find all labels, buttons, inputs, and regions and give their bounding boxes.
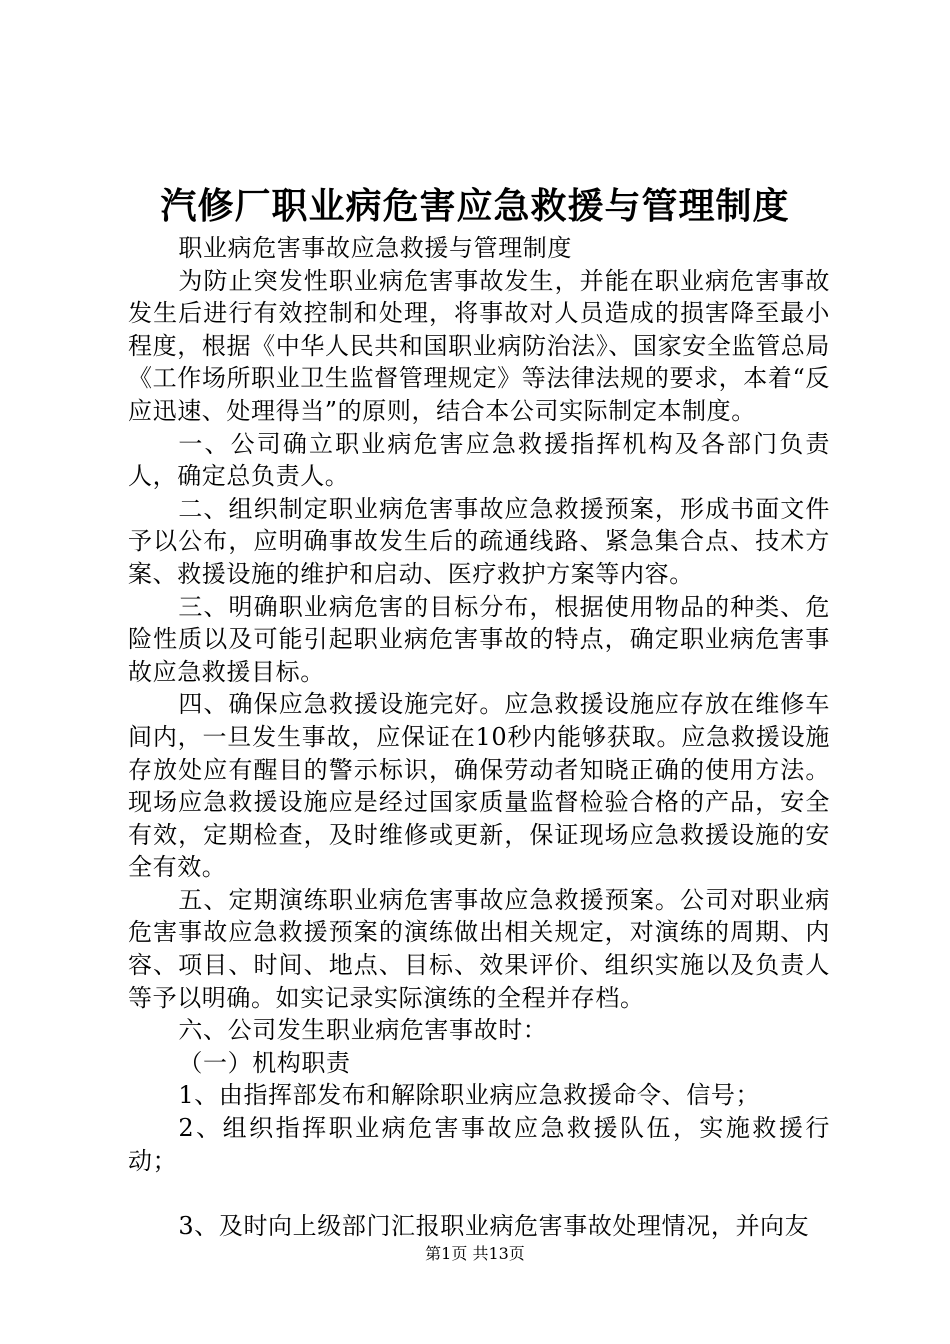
section-5-paragraph: 五、定期演练职业病危害事故应急救援预案。公司对职业病危害事故应急救援预案的演练做出相关规定，对演练的周期、内容、项目、时间、地点、目标、效果评价、组织实施以及负责人等予以明确。如实记录实际演练的全程并存档。: [128, 885, 830, 1012]
section-6-paragraph: 六、公司发生职业病危害事故时：: [178, 1016, 548, 1045]
list-item-1: 1、由指挥部发布和解除职业病应急救援命令、信号；: [178, 1081, 761, 1110]
intro-paragraph: 为防止突发性职业病危害事故发生，并能在职业病危害事故发生后进行有效控制和处理，将事故对人员造成的损害降至最小程度，根据《中华人民共和国职业病防治法》、国家安全监管总局《工作场所职业卫生监督管理规定》等法律法规的要求，本着“反应迅速、处理得当”的原则，结合本公司实际制定本制度。: [128, 266, 830, 425]
subsection-heading: （一）机构职责: [178, 1048, 351, 1077]
document-body: [128, 232, 830, 1243]
section-3-paragraph: 三、明确职业病危害的目标分布，根据使用物品的种类、危险性质以及可能引起职业病危害事故的特点，确定职业病危害事故应急救援目标。: [128, 592, 830, 686]
document-title: 汽修厂职业病危害应急救援与管理制度: [160, 185, 790, 227]
section-4-paragraph: 四、确保应急救援设施完好。应急救援设施应存放在维修车间内，一旦发生事故，应保证在10秒内能够获取。应急救援设施存放处应有醒目的警示标识，确保劳动者知晓正确的使用方法。现场应急救援设施应是经过国家质量监督检验合格的产品，安全有效，定期检查，及时维修或更新，保证现场应急救援设施的安全有效。: [128, 690, 830, 882]
list-item-3: 3、及时向上级部门汇报职业病危害事故处理情况，并向友: [178, 1212, 810, 1241]
subtitle-paragraph: 职业病危害事故应急救援与管理制度: [178, 234, 572, 262]
section-1-paragraph: 一、公司确立职业病危害应急救援指挥机构及各部门负责人，确定总负责人。: [128, 429, 830, 491]
list-item-2: 2、组织指挥职业病危害事故应急救援队伍，实施救援行动；: [128, 1114, 830, 1175]
page-footer: 第1页 共13页: [425, 1244, 525, 1263]
section-2-paragraph: 二、组织制定职业病危害事故应急救援预案，形成书面文件予以公布，应明确事故发生后的疏通线路、紧急集合点、技术方案、救援设施的维护和启动、医疗救护方案等内容。: [128, 494, 830, 588]
